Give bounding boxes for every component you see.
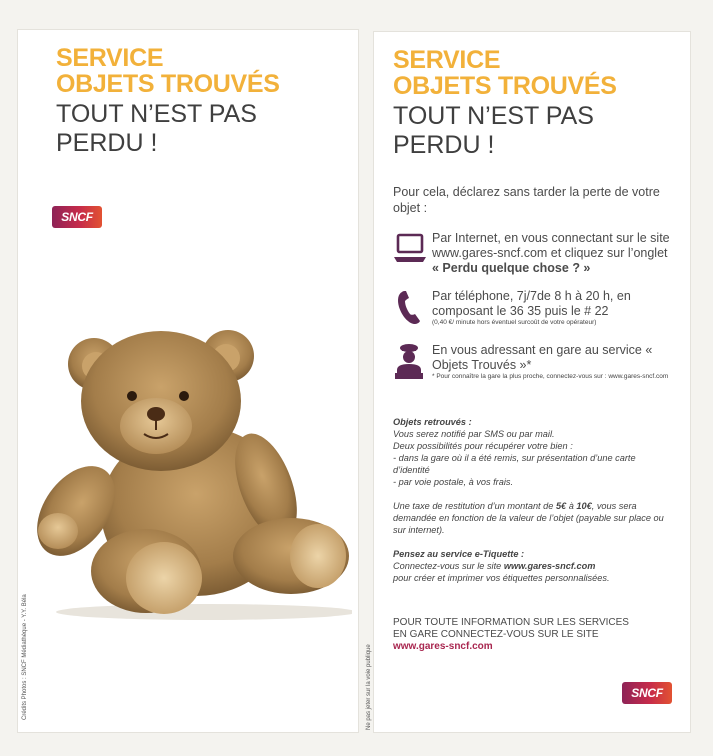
left-flyer-panel — [18, 30, 358, 732]
right-title-line1: SERVICE — [393, 46, 501, 74]
sncf-logo-footer: SNCF — [622, 682, 672, 704]
sncf-logo: SNCF — [52, 206, 102, 228]
tax-before: Une taxe de restitution d’un montant de — [393, 501, 556, 511]
left-subtitle-line2: PERDU ! — [56, 129, 158, 157]
footer-url[interactable]: www.gares-sncf.com — [393, 641, 493, 652]
etiquette-heading: Pensez au service e-Tiquette : — [393, 549, 525, 559]
channel-station-note: * Pour connaître la gare la plus proche, connectez-vous sur : www.gares-sncf.com — [432, 373, 669, 380]
tax-after: , vous sera demandée en fonction de la valeur de l’objet (payable sur place ou sur internet). — [393, 501, 664, 535]
retrieved-line: Deux possibilités pour récupérer votre bien : — [393, 441, 573, 451]
footer-info — [393, 617, 668, 653]
retrieved-line: Vous serez notifié par SMS ou par mail. — [393, 429, 555, 439]
left-title-line2: OBJETS TROUVÉS — [56, 70, 280, 98]
left-subtitle-line1: TOUT N’EST PAS — [56, 100, 257, 128]
etiquette-block — [393, 548, 668, 584]
laptop-icon — [393, 232, 427, 264]
photo-credit: Crédits Photos : SNCF Médiathèque - Y.Y. Béla — [22, 594, 28, 720]
litter-note: Ne pas jeter sur la voie publique — [366, 644, 372, 730]
right-flyer-panel — [366, 32, 690, 732]
footer-line1: POUR TOUTE INFORMATION SUR LES SERVICES — [393, 617, 629, 628]
channel-internet-bold: « Perdu quelque chose ? » — [432, 261, 591, 275]
teddy-bear-image — [36, 316, 352, 626]
agent-icon — [395, 343, 423, 379]
retrieved-block — [393, 416, 668, 488]
footer-line2: EN GARE CONNECTEZ-VOUS SUR LE SITE — [393, 629, 599, 640]
channel-internet-text: Par Internet, en vous connectant sur le site www.gares-sncf.com et cliquez sur l’onglet — [432, 231, 670, 260]
channel-phone-text: Par téléphone, 7j/7de 8 h à 20 h, en composant le 36 35 puis le # 22 — [432, 289, 631, 318]
left-title-line1: SERVICE — [56, 44, 164, 72]
right-subtitle-line2: PERDU ! — [393, 131, 495, 159]
etiquette-line1: Connectez-vous sur le site — [393, 561, 504, 571]
channel-phone-note: (0,40 €/ minute hors éventuel surcoût de votre opérateur) — [432, 319, 597, 326]
tax-middle: à — [566, 501, 577, 511]
retrieved-heading: Objets retrouvés : — [393, 417, 472, 427]
retrieved-line: - dans la gare où il a été remis, sur présentation d’une carte d’identité — [393, 453, 636, 475]
etiquette-line2: pour créer et imprimer vos étiquettes personnalisées. — [393, 573, 610, 583]
channel-internet — [432, 231, 672, 276]
etiquette-link[interactable]: www.gares-sncf.com — [503, 561, 596, 571]
retrieved-line: - par voie postale, à vos frais. — [393, 477, 514, 487]
channel-station — [432, 343, 672, 381]
right-title-line2: OBJETS TROUVÉS — [393, 72, 617, 100]
tax-block — [393, 500, 668, 536]
channel-station-text: En vous adressant en gare au service « Objets Trouvés »* — [432, 343, 653, 372]
right-subtitle-line1: TOUT N’EST PAS — [393, 102, 594, 130]
intro-text: Pour cela, déclarez sans tarder la perte de votre objet : — [393, 185, 660, 215]
channel-phone — [432, 289, 672, 327]
tax-amount-min: 5€ — [555, 501, 567, 511]
tax-amount-max: 10€ — [576, 501, 592, 511]
phone-icon — [396, 290, 422, 326]
